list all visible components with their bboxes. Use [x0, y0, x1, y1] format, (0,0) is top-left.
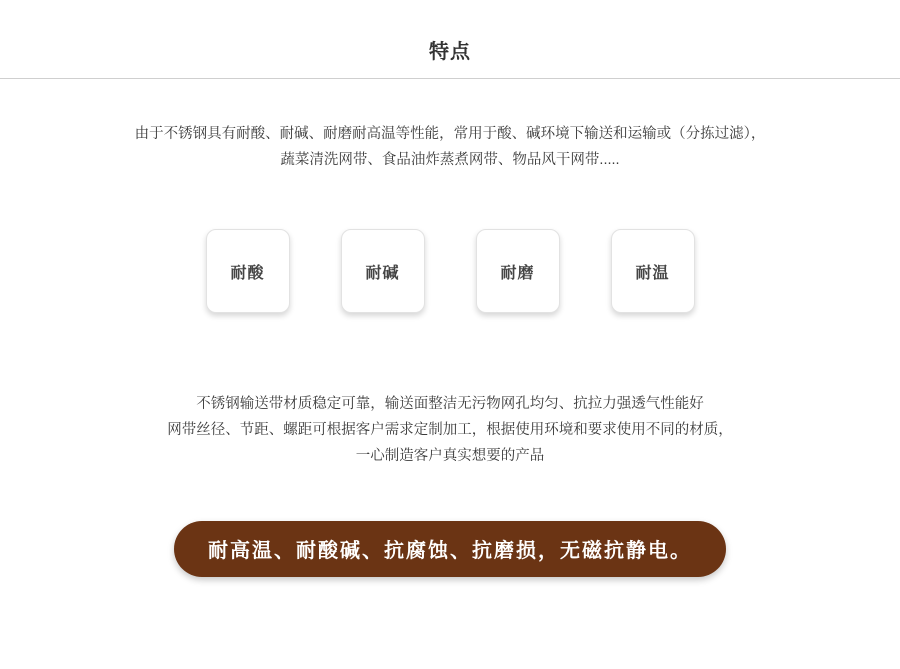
feature-card-list — [0, 229, 900, 313]
feature-card-label: 耐酸 — [230, 264, 265, 282]
feature-card-temperature-resistant — [611, 229, 695, 313]
feature-card-label: 耐磨 — [500, 264, 535, 282]
detail-line-1: 不锈钢输送带材质稳定可靠，输送面整洁无污物网孔均匀、抗拉力强透气性能好 — [196, 396, 704, 412]
feature-card-alkali-resistant — [341, 229, 425, 313]
detail-paragraph — [0, 391, 900, 469]
feature-card-acid-resistant — [206, 229, 290, 313]
page-header — [0, 0, 900, 79]
intro-line-2: 蔬菜清洗网带、食品油炸蒸煮网带、物品风干网带..... — [280, 152, 620, 168]
feature-card-label: 耐温 — [635, 264, 670, 282]
header-divider — [0, 78, 900, 79]
feature-card-label: 耐碱 — [365, 264, 400, 282]
page-title: 特点 — [429, 41, 471, 63]
detail-line-2: 网带丝径、节距、螺距可根据客户需求定制加工，根据使用环境和要求使用不同的材质， — [167, 422, 733, 438]
feature-card-wear-resistant — [476, 229, 560, 313]
detail-line-3: 一心制造客户真实想要的产品 — [355, 448, 545, 464]
highlight-banner: 耐高温、耐酸碱、抗腐蚀、抗磨损，无磁抗静电。 — [174, 521, 726, 577]
highlight-banner-wrapper — [0, 521, 900, 577]
intro-paragraph — [0, 121, 900, 173]
intro-line-1: 由于不锈钢具有耐酸、耐碱、耐磨耐高温等性能，常用于酸、碱环境下输送和运输或（分拣过滤）， — [134, 126, 766, 142]
